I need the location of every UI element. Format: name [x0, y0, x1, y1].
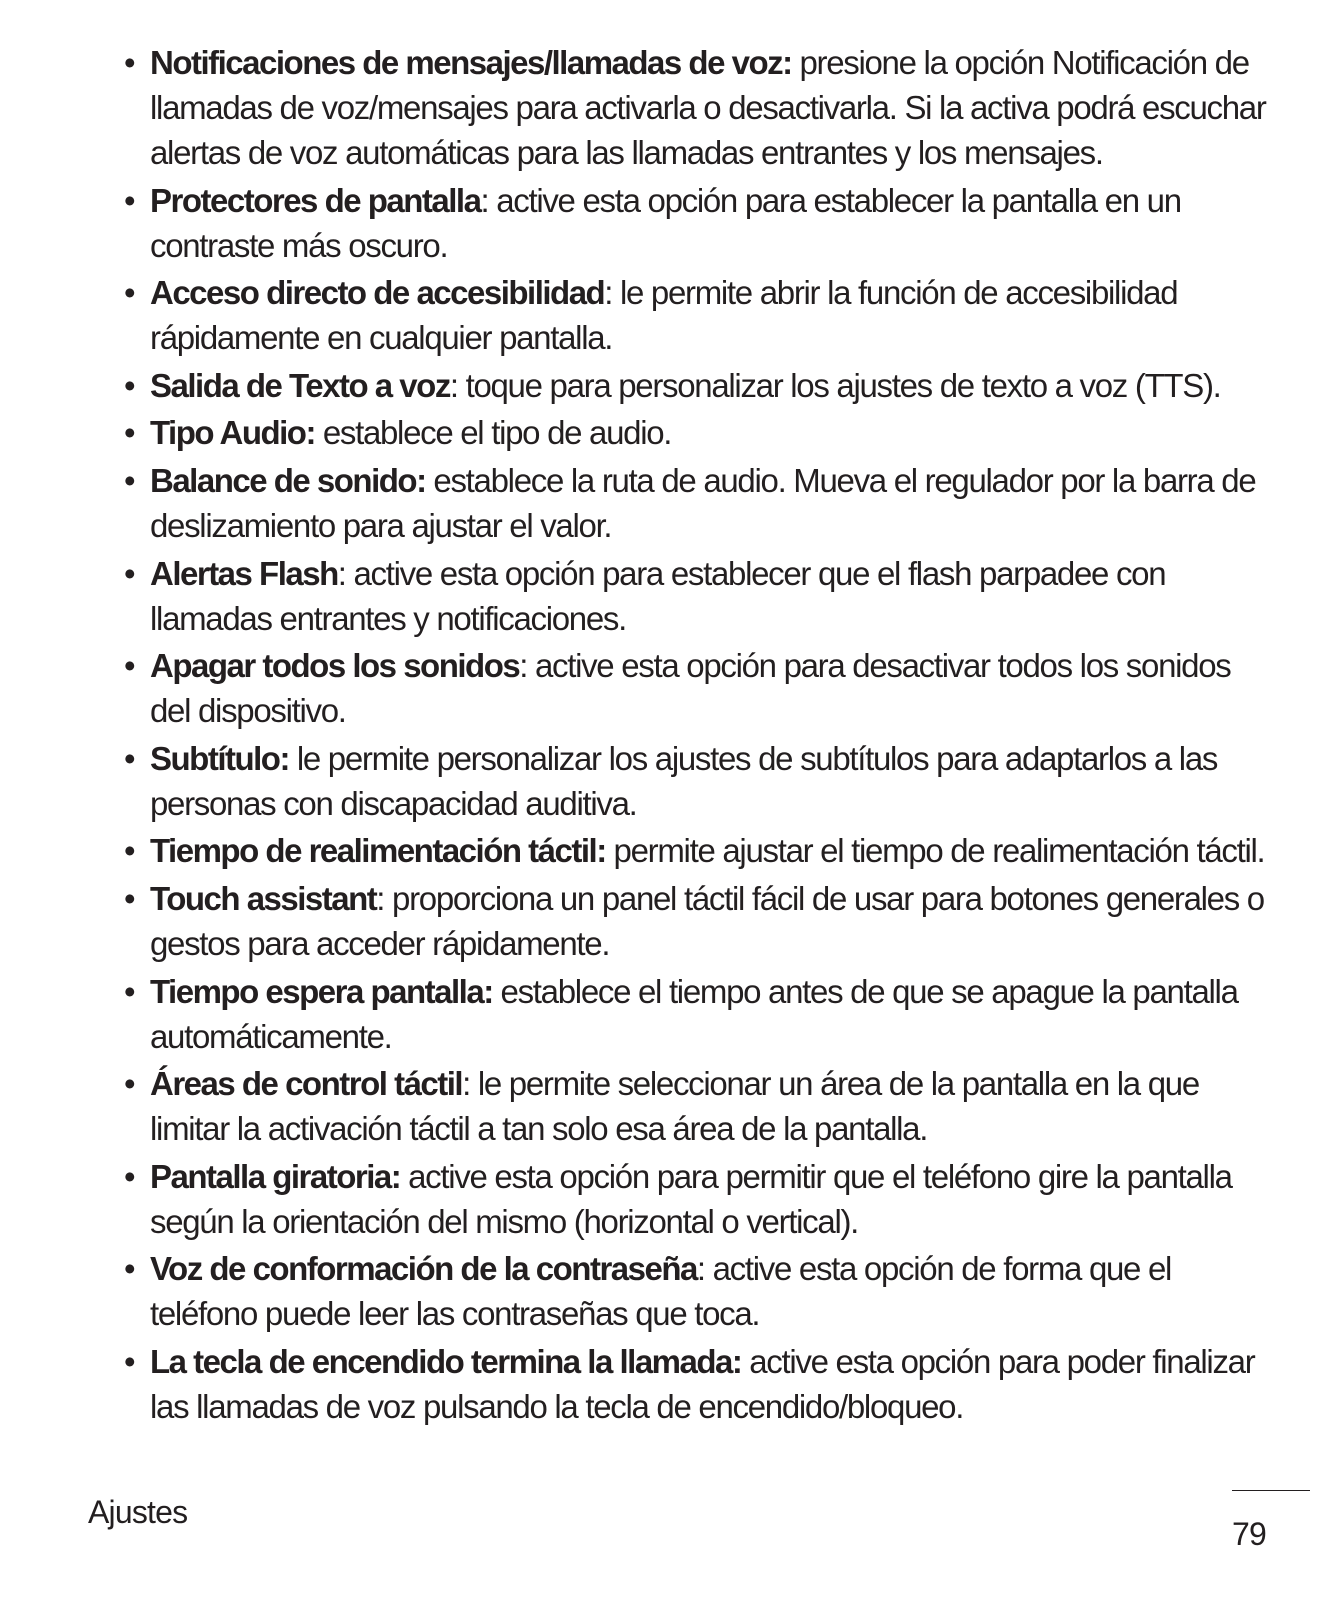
item-description: le permite seleccionar un área de la pantalla en la que limitar la activación táctil a tan solo esa área de la pantalla.: [150, 1065, 1199, 1148]
item-term: Acceso directo de accesibilidad: [150, 274, 605, 312]
item-description: presione la opción Notificación de llamadas de voz/mensajes para activarla o desactivarla. Si la activa podrá escuchar alertas de voz automáticas para las llamadas entrantes y los mensajes.: [150, 44, 1266, 171]
page-number-rule: [1232, 1490, 1310, 1491]
list-item: [122, 363, 1272, 408]
item-separator: :: [696, 1250, 705, 1288]
list-item: [122, 458, 1272, 548]
list-item: [122, 1154, 1272, 1244]
list-item: [122, 828, 1272, 873]
bullet-icon: •: [124, 832, 135, 870]
item-separator: :: [480, 181, 489, 219]
bullet-icon: •: [124, 739, 135, 777]
item-separator: :: [449, 366, 458, 404]
item-term: Protectores de pantalla: [150, 181, 481, 219]
item-term: Salida de Texto a voz: [150, 366, 450, 404]
bullet-icon: •: [124, 44, 135, 81]
bullet-icon: •: [124, 274, 135, 312]
bullet-icon: •: [124, 181, 135, 219]
item-description: establece el tipo de audio.: [314, 414, 672, 452]
list-item: [122, 40, 1272, 175]
item-description: toque para personalizar los ajustes de texto a voz (TTS).: [457, 366, 1221, 404]
item-description: active esta opción para establecer que el flash parpadee con llamadas entrantes y notificaciones.: [150, 554, 1166, 637]
item-description: proporciona un panel táctil fácil de usar para botones generales o gestos para acceder rápidamente.: [150, 879, 1264, 962]
settings-bullet-list: [122, 40, 1272, 1432]
list-item: [122, 410, 1272, 455]
item-term: Pantalla giratoria:: [150, 1157, 401, 1195]
footer-section-title: Ajustes: [88, 1494, 188, 1530]
item-term: Balance de sonido:: [150, 461, 426, 499]
list-item: [122, 736, 1272, 826]
item-description: active esta opción para establecer la pantalla en un contraste más oscuro.: [150, 181, 1181, 264]
list-item: [122, 876, 1272, 966]
bullet-icon: •: [124, 1250, 135, 1288]
bullet-icon: •: [124, 879, 135, 917]
item-description: active esta opción para permitir que el teléfono gire la pantalla según la orientación del mismo (horizontal o vertical).: [150, 1157, 1232, 1240]
bullet-icon: •: [124, 1065, 135, 1103]
item-separator: :: [376, 879, 385, 917]
list-item: [122, 270, 1272, 360]
item-description: le permite abrir la función de accesibilidad rápidamente en cualquier pantalla.: [150, 274, 1178, 357]
item-description: le permite personalizar los ajustes de subtítulos para adaptarlos a las personas con discapacidad auditiva.: [150, 739, 1218, 822]
item-term: Áreas de control táctil: [150, 1065, 463, 1103]
bullet-icon: •: [124, 1342, 135, 1380]
item-term: Alertas Flash: [150, 554, 338, 592]
list-item: [122, 643, 1272, 733]
item-separator: :: [519, 647, 528, 685]
item-term: Notificaciones de mensajes/llamadas de voz:: [150, 44, 792, 81]
list-item: [122, 1339, 1272, 1429]
item-term: Voz de conformación de la contraseña: [150, 1250, 697, 1288]
page-number: 79: [1232, 1516, 1266, 1552]
list-item: [122, 1061, 1272, 1151]
item-separator: :: [604, 274, 613, 312]
item-term: Apagar todos los sonidos: [150, 647, 520, 685]
bullet-icon: •: [124, 647, 135, 685]
item-term: Touch assistant: [150, 879, 377, 917]
list-item: [122, 1246, 1272, 1336]
list-item: [122, 551, 1272, 641]
item-separator: :: [337, 554, 346, 592]
item-description: establece el tiempo antes de que se apague la pantalla automáticamente.: [150, 972, 1238, 1055]
bullet-icon: •: [124, 972, 135, 1010]
item-description: establece la ruta de audio. Mueva el regulador por la barra de deslizamiento para ajustar el valor.: [150, 461, 1256, 544]
item-term: Subtítulo:: [150, 739, 289, 777]
item-description: active esta opción para desactivar todos los sonidos del dispositivo.: [150, 647, 1231, 730]
item-description: permite ajustar el tiempo de realimentación táctil.: [605, 832, 1265, 870]
item-description: active esta opción de forma que el teléfono puede leer las contraseñas que toca.: [150, 1250, 1172, 1333]
bullet-icon: •: [124, 461, 135, 499]
item-term: Tiempo de realimentación táctil:: [150, 832, 606, 870]
bullet-icon: •: [124, 554, 135, 592]
bullet-icon: •: [124, 414, 135, 452]
item-description: active esta opción para poder finalizar las llamadas de voz pulsando la tecla de encendido/bloqueo.: [150, 1342, 1255, 1425]
item-term: Tipo Audio:: [150, 414, 315, 452]
bullet-icon: •: [124, 366, 135, 404]
bullet-icon: •: [124, 1157, 135, 1195]
item-separator: :: [462, 1065, 470, 1103]
item-term: La tecla de encendido termina la llamada:: [150, 1342, 742, 1380]
item-term: Tiempo espera pantalla:: [150, 972, 493, 1010]
list-item: [122, 178, 1272, 268]
list-item: [122, 969, 1272, 1059]
